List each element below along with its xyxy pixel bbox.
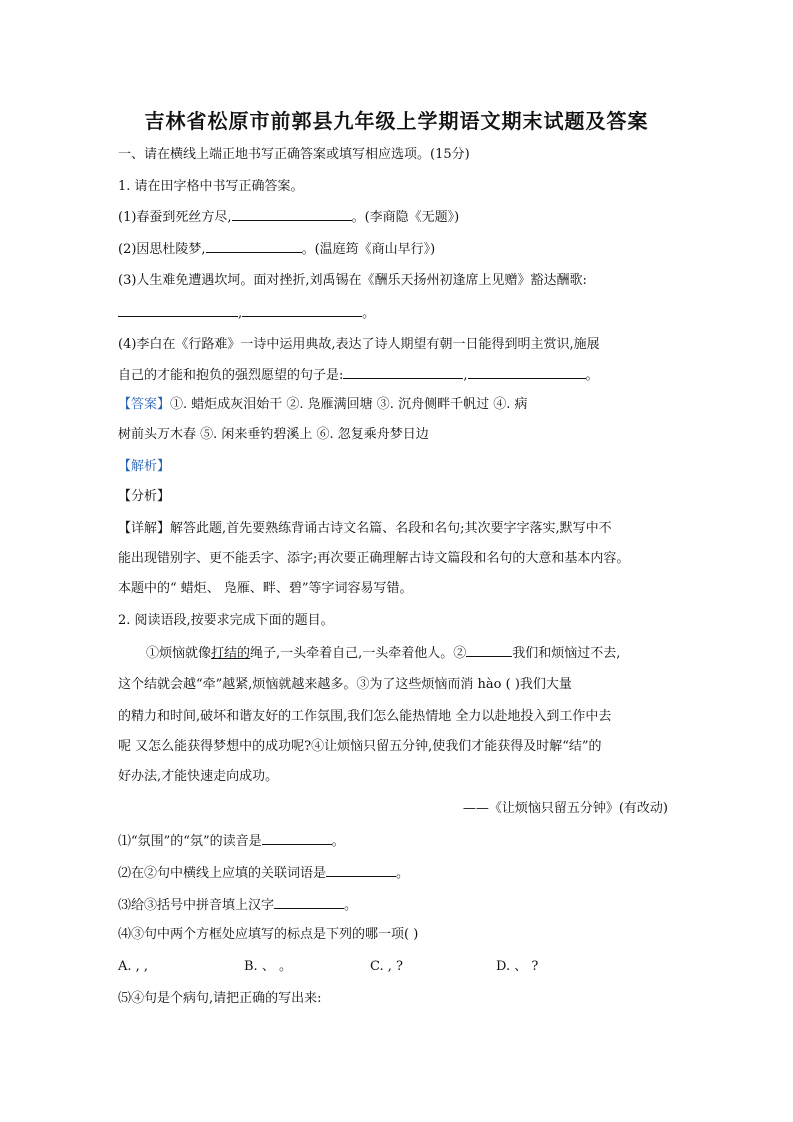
section-heading: 一、请在横线上端正地书写正确答案或填写相应选项。(15分) — [118, 147, 470, 162]
passage-line-5: 好办法,才能快速走向成功。 — [118, 769, 279, 784]
question-1-3: (3)人生难免遭遇坎坷。面对挫折,刘禹锡在《酬乐天扬州初逢席上见赠》豁达酬歌: — [118, 273, 587, 288]
subquestion-5: ⑸④句是个病句,请把正确的写出来: — [118, 991, 322, 1006]
passage-line-3: 的精力和时间,破坏和谐友好的工作氛围,我们怎么能热情地 全力以赴地投入到工作中去 — [118, 709, 612, 724]
option-c[interactable]: C. , ? — [370, 959, 403, 974]
passage-blank[interactable] — [466, 644, 512, 657]
sq3-answer-blank[interactable] — [274, 896, 344, 909]
detail-text-1: 解答此题,首先要熟练背诵古诗文名篇、名段和名句;其次要字字落实,默写中不 — [170, 521, 612, 536]
sq2-text: ⑵在②句中横线上应填的关联词语是 — [118, 866, 327, 881]
detail-label: 【详解】 — [118, 521, 171, 536]
q1-4-answer-blank-2[interactable] — [468, 366, 586, 379]
subquestion-2 — [118, 864, 675, 883]
option-b[interactable]: B. 、 。 — [244, 959, 292, 974]
answer-line-1 — [118, 396, 675, 414]
fenxi-label: 【分析】 — [118, 489, 171, 504]
passage-underlined-phrase: 打结的 — [211, 646, 251, 661]
subquestion-4: ⑷③句中两个方框处应填写的标点是下列的哪一项( ) — [118, 927, 419, 942]
question-1-4-line1: (4)李白在《行路难》一诗中运用典故,表达了诗人期望有朝一日能得到明主赏识,施展 — [118, 337, 600, 352]
page-title: 吉林省松原市前郭县九年级上学期语文期末试题及答案 — [144, 109, 649, 133]
option-d[interactable]: D. 、 ? — [496, 959, 539, 974]
q1-4-comma: , — [463, 368, 468, 383]
passage-line-1 — [146, 644, 675, 663]
passage-source: ——《让烦恼只留五分钟》(有改动) — [462, 801, 668, 816]
q1-3-period: 。 — [362, 306, 376, 321]
question-1-1 — [118, 208, 675, 227]
detail-line-1 — [118, 520, 675, 538]
passage-text-c: 我们和烦恼过不去, — [512, 646, 621, 661]
sq1-answer-blank[interactable] — [262, 832, 332, 845]
answer-label: 【答案】 — [118, 397, 171, 412]
answer-text-1: ①. 蜡炬成灰泪始干 ②. 凫雁满回塘 ③. 沉舟侧畔千帆过 ④. 病 — [170, 397, 528, 412]
detail-line-3: 本题中的“ 蜡炬、 凫雁、畔、碧”等字词容易写错。 — [118, 581, 413, 596]
q1-3-answer-blank-1[interactable] — [118, 304, 238, 317]
sq2-answer-blank[interactable] — [326, 864, 396, 877]
q1-1-text: (1)春蚕到死丝方尽, — [118, 210, 232, 225]
answer-line-2: 树前头万木春 ⑤. 闲来垂钓碧溪上 ⑥. 忽复乘舟梦日边 — [118, 427, 429, 442]
passage-text-a: ①烦恼就像 — [146, 646, 212, 661]
analysis-label: 【解析】 — [118, 459, 171, 474]
question-2-prompt: 2. 阅读语段,按要求完成下面的题目。 — [118, 613, 334, 628]
q1-2-source: 。(温庭筠《商山早行》) — [301, 242, 436, 257]
sq3-period: 。 — [344, 898, 358, 913]
q1-1-answer-blank[interactable] — [232, 208, 352, 221]
question-1-4-line2 — [118, 366, 675, 385]
q1-2-text: (2)因思杜陵梦, — [118, 242, 206, 257]
q1-3-answer-blank-2[interactable] — [242, 304, 362, 317]
q1-4-period: 。 — [585, 368, 599, 383]
subquestion-3 — [118, 896, 675, 915]
sq1-period: 。 — [331, 834, 345, 849]
q1-2-answer-blank[interactable] — [206, 240, 302, 253]
q1-1-source: 。(李商隐《无题》) — [351, 210, 460, 225]
sq3-text: ⑶给③括号中拼音填上汉字 — [118, 898, 275, 913]
detail-line-2: 能出现错别字、更不能丢字、添字;再次要正确理解古诗文篇段和名句的大意和基本内容。 — [118, 551, 630, 566]
question-1-2 — [118, 240, 675, 259]
q1-3-comma: , — [238, 306, 243, 321]
question-1-prompt: 1. 请在田字格中书写正确答案。 — [118, 179, 304, 194]
q1-4-answer-blank-1[interactable] — [343, 366, 463, 379]
passage-line-2: 这个结就会越“牵”越紧,烦恼就越来越多。③为了这些烦恼而消 hào ( )我们大量 — [118, 677, 572, 692]
passage-line-4: 呢 又怎么能获得梦想中的成功呢?④让烦恼只留五分钟,使我们才能获得及时解“结”的 — [118, 739, 602, 754]
option-a[interactable]: A. , , — [118, 959, 149, 974]
question-1-3-blanks — [118, 304, 675, 323]
passage-text-b: 绳子,一头牵着自己,一头牵着他人。② — [250, 646, 467, 661]
q1-4-text: 自己的才能和抱负的强烈愿望的句子是: — [118, 368, 344, 383]
subquestion-1 — [118, 832, 675, 851]
sq2-period: 。 — [396, 866, 410, 881]
sq1-text: ⑴“氛围”的“氛”的读音是 — [118, 834, 262, 849]
